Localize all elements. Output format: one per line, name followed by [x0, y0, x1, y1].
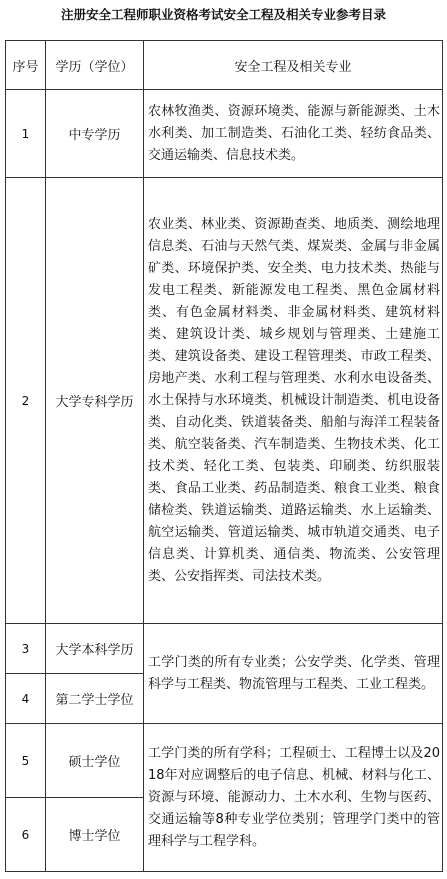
header-education: 学历（学位） [46, 41, 144, 90]
row-majors [144, 178, 443, 624]
majors-text: 工学门类的所有学科；工程硕士、工程博士以及2018年对应调整后的电子信息、机械、材料与化工、资源与环境、能源动力、土木水利、生物与医药、交通运输等8种专业学位类别；管理学门类中的管理科学与工程学科。 [148, 745, 440, 849]
row-education: 大学本科学历 [46, 624, 144, 674]
document-title: 注册安全工程师职业资格考试安全工程及相关专业参考目录 [60, 7, 386, 22]
major-catalog-table [5, 40, 443, 872]
table-row [6, 178, 443, 624]
row-number: 1 [6, 90, 46, 178]
merged-majors-bachelor [144, 624, 443, 724]
row-majors [144, 90, 443, 178]
majors-text: 工学门类的所有专业类；公安学类、化学类、管理科学与工程类、物流管理与工程类、工业工程类。 [148, 654, 440, 692]
row-number: 6 [6, 798, 46, 872]
row-education: 中专学历 [46, 90, 144, 178]
row-education: 大学专科学历 [46, 178, 144, 624]
table-row [6, 90, 443, 178]
header-no: 序号 [6, 41, 46, 90]
row-education: 硕士学位 [46, 724, 144, 798]
table-row [6, 724, 443, 798]
majors-text: 农业类、林业类、资源勘查类、地质类、测绘地理信息类、石油与天然气类、煤炭类、金属与非金属矿类、环境保护类、安全类、电力技术类、热能与发电工程类、新能源发电工程类、黑色金属材料类、有色金属材料类、非金属材料类、建筑材料类、建筑设计类、城乡规划与管理类、土建施工类、建筑设备类、建设工程管理类、市政工程类、房地产类、水利工程与管理类、水利水电设备类、水土保持与水环境类、机械设计制造类、机电设备类、自动化类、铁道装备类、船舶与海洋工程装备类、航空装备类、汽车制造类、生物技术类、化工技术类、轻化工类、包装类、印刷类、纺织服装类、食品工业类、药品制造类、粮食工业类、粮食储检类、铁道运输类、道路运输类、水上运输类、航空运输类、管道运输类、城市轨道交通类、电子信息类、计算机类、通信类、物流类、公安管理类、公安指挥类、司法技术类。 [148, 216, 440, 584]
row-number: 5 [6, 724, 46, 798]
row-number: 4 [6, 674, 46, 724]
row-number: 3 [6, 624, 46, 674]
row-number: 2 [6, 178, 46, 624]
row-education: 第二学士学位 [46, 674, 144, 724]
merged-majors-graduate [144, 724, 443, 872]
table-row [6, 624, 443, 674]
majors-text: 农林牧渔类、资源环境类、能源与新能源类、土木水利类、加工制造类、石油化工类、轻纺食品类、交通运输类、信息技术类。 [148, 103, 440, 163]
row-education: 博士学位 [46, 798, 144, 872]
table-header-row [6, 41, 443, 90]
header-majors: 安全工程及相关专业 [144, 41, 443, 90]
